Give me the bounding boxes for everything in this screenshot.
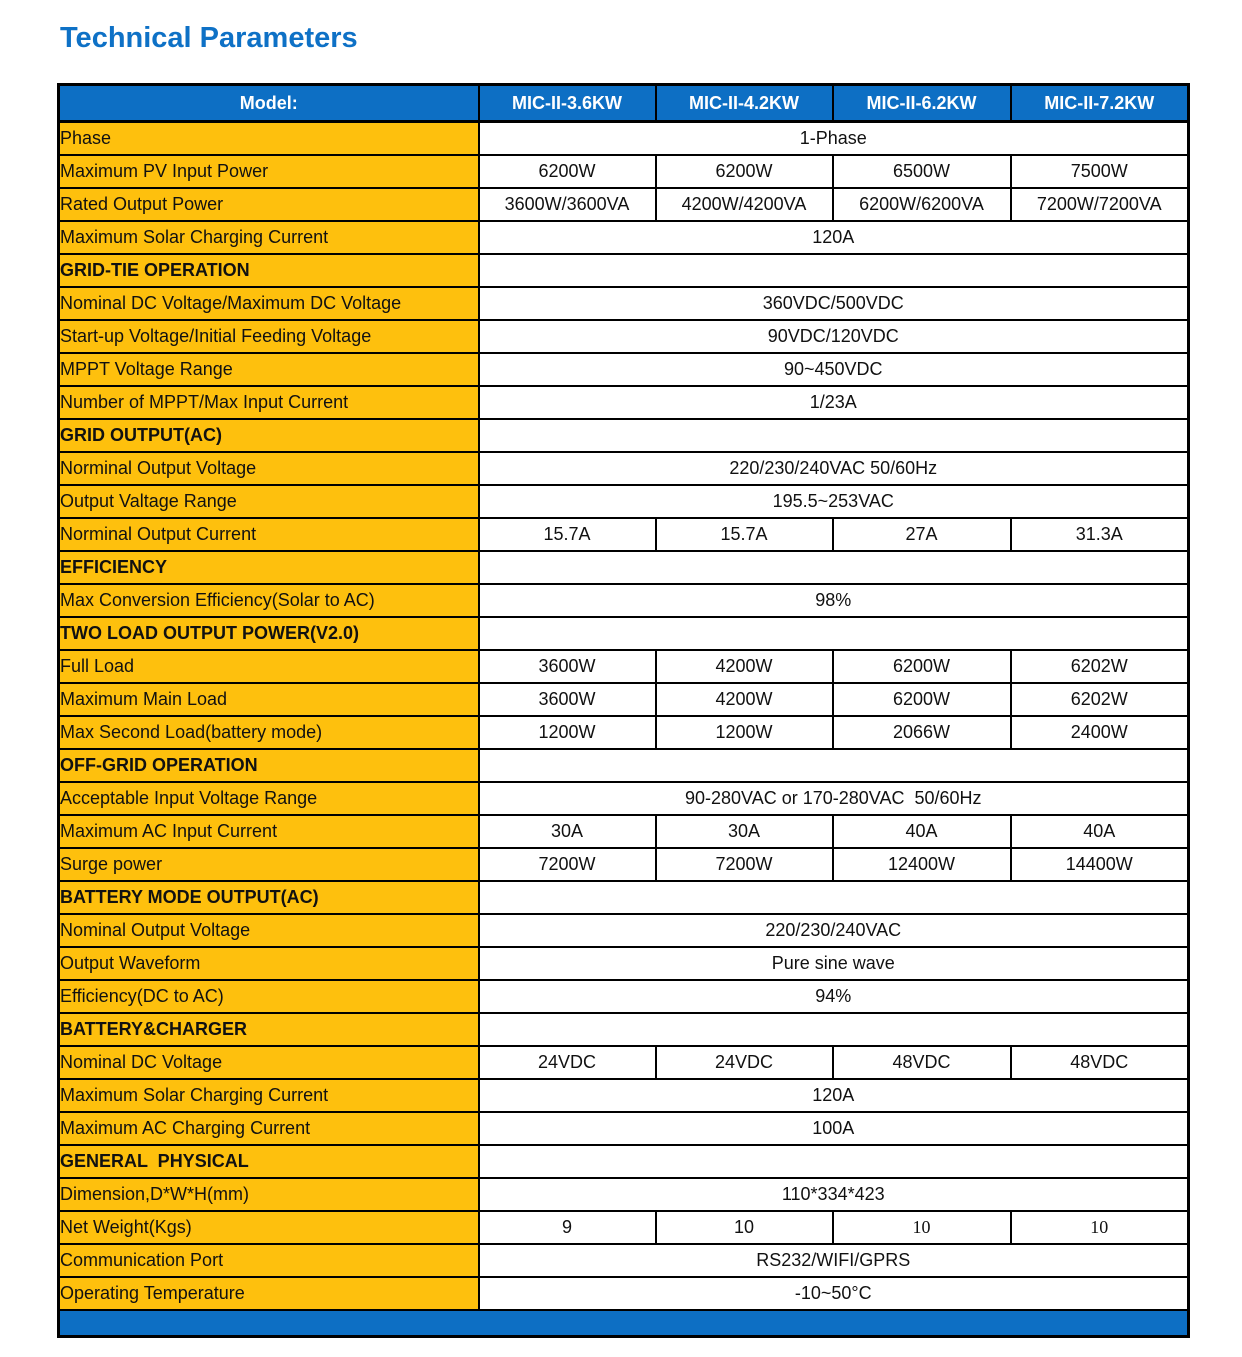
param-value: 98% <box>479 584 1189 617</box>
param-label: Acceptable Input Voltage Range <box>59 782 479 815</box>
param-value: 94% <box>479 980 1189 1013</box>
param-row-rated-output-power <box>59 188 1189 221</box>
header-row <box>59 85 1189 122</box>
param-label: Communication Port <box>59 1244 479 1277</box>
param-value: 24VDC <box>479 1046 656 1079</box>
section-row-battery-charger <box>59 1013 1189 1046</box>
section-label: GRID OUTPUT(AC) <box>59 419 479 452</box>
param-value: 6200W/6200VA <box>833 188 1011 221</box>
page-title: Technical Parameters <box>60 22 358 54</box>
param-row-startup-voltage <box>59 320 1189 353</box>
section-row-efficiency <box>59 551 1189 584</box>
param-value: 6200W <box>833 650 1011 683</box>
param-label: Net Weight(Kgs) <box>59 1211 479 1244</box>
param-row-max-solar-charging-current-2 <box>59 1079 1189 1112</box>
section-row-grid-tie-operation <box>59 254 1189 287</box>
param-row-mppt-voltage-range <box>59 353 1189 386</box>
param-label: Maximum PV Input Power <box>59 155 479 188</box>
param-row-maximum-main-load <box>59 683 1189 716</box>
param-value: 110*334*423 <box>479 1178 1189 1211</box>
column-header-model-1: MIC-II-3.6KW <box>479 85 656 122</box>
param-value: 2400W <box>1011 716 1189 749</box>
param-value: 40A <box>1011 815 1189 848</box>
section-label: BATTERY MODE OUTPUT(AC) <box>59 881 479 914</box>
column-header-model-3: MIC-II-6.2KW <box>833 85 1011 122</box>
param-row-acceptable-input-voltage-range <box>59 782 1189 815</box>
footer-bar-fill <box>59 1310 1189 1337</box>
param-value: 90~450VDC <box>479 353 1189 386</box>
param-row-efficiency-dc-to-ac <box>59 980 1189 1013</box>
section-empty-cell <box>479 419 1189 452</box>
param-value: 4200W/4200VA <box>656 188 833 221</box>
param-label: Norminal Output Voltage <box>59 452 479 485</box>
param-label: Rated Output Power <box>59 188 479 221</box>
column-header-model-2: MIC-II-4.2KW <box>656 85 833 122</box>
param-value: 4200W <box>656 683 833 716</box>
param-label: Nominal Output Voltage <box>59 914 479 947</box>
param-row-max-pv-input-power <box>59 155 1189 188</box>
param-value: 3600W <box>479 683 656 716</box>
section-empty-cell <box>479 254 1189 287</box>
footer-bar <box>59 1310 1189 1337</box>
section-empty-cell <box>479 551 1189 584</box>
param-row-dimension <box>59 1178 1189 1211</box>
param-label: Max Conversion Efficiency(Solar to AC) <box>59 584 479 617</box>
param-value: 1-Phase <box>479 122 1189 156</box>
param-value: 6200W <box>656 155 833 188</box>
param-value: 6200W <box>833 683 1011 716</box>
section-label: EFFICIENCY <box>59 551 479 584</box>
section-empty-cell <box>479 617 1189 650</box>
param-label: Nominal DC Voltage/Maximum DC Voltage <box>59 287 479 320</box>
param-value: 30A <box>656 815 833 848</box>
param-label: Maximum Solar Charging Current <box>59 221 479 254</box>
param-value: 7500W <box>1011 155 1189 188</box>
param-row-nominal-output-voltage <box>59 914 1189 947</box>
section-row-two-load-output-power <box>59 617 1189 650</box>
param-label: Nominal DC Voltage <box>59 1046 479 1079</box>
param-value: 120A <box>479 221 1189 254</box>
param-row-net-weight <box>59 1211 1189 1244</box>
param-value: 90-280VAC or 170-280VAC 50/60Hz <box>479 782 1189 815</box>
param-value: 7200W/7200VA <box>1011 188 1189 221</box>
param-value: Pure sine wave <box>479 947 1189 980</box>
param-value: 6202W <box>1011 683 1189 716</box>
param-row-max-second-load <box>59 716 1189 749</box>
param-row-nominal-dc-voltage-max <box>59 287 1189 320</box>
param-label: Maximum AC Charging Current <box>59 1112 479 1145</box>
param-row-max-ac-charging-current <box>59 1112 1189 1145</box>
param-value: 3600W <box>479 650 656 683</box>
param-value: 24VDC <box>656 1046 833 1079</box>
column-header-model-4: MIC-II-7.2KW <box>1011 85 1189 122</box>
param-value: 12400W <box>833 848 1011 881</box>
param-value: 30A <box>479 815 656 848</box>
param-value: 27A <box>833 518 1011 551</box>
param-label: Output Valtage Range <box>59 485 479 518</box>
param-value: 360VDC/500VDC <box>479 287 1189 320</box>
param-row-maximum-ac-input-current <box>59 815 1189 848</box>
param-label: Output Waveform <box>59 947 479 980</box>
param-row-full-load <box>59 650 1189 683</box>
param-row-max-conversion-efficiency <box>59 584 1189 617</box>
section-row-grid-output-ac <box>59 419 1189 452</box>
param-value: 195.5~253VAC <box>479 485 1189 518</box>
param-row-communication-port <box>59 1244 1189 1277</box>
param-label: MPPT Voltage Range <box>59 353 479 386</box>
param-label: Phase <box>59 122 479 156</box>
param-value: 10 <box>656 1211 833 1244</box>
param-value: 48VDC <box>833 1046 1011 1079</box>
param-row-number-of-mppt <box>59 386 1189 419</box>
param-value: 2066W <box>833 716 1011 749</box>
section-empty-cell <box>479 881 1189 914</box>
param-value: 10 <box>833 1211 1011 1244</box>
param-label: Max Second Load(battery mode) <box>59 716 479 749</box>
section-empty-cell <box>479 1013 1189 1046</box>
param-label: Maximum Solar Charging Current <box>59 1079 479 1112</box>
section-row-general-physical <box>59 1145 1189 1178</box>
param-value: 15.7A <box>656 518 833 551</box>
param-row-output-waveform <box>59 947 1189 980</box>
param-value: 4200W <box>656 650 833 683</box>
section-row-battery-mode-output-ac <box>59 881 1189 914</box>
param-value: 120A <box>479 1079 1189 1112</box>
param-value: 3600W/3600VA <box>479 188 656 221</box>
model-header: Model: <box>59 85 479 122</box>
param-value: 220/230/240VAC 50/60Hz <box>479 452 1189 485</box>
param-value: 90VDC/120VDC <box>479 320 1189 353</box>
param-value: 6202W <box>1011 650 1189 683</box>
param-row-operating-temperature <box>59 1277 1189 1310</box>
param-value: 1200W <box>479 716 656 749</box>
technical-parameters-table <box>57 83 1190 1338</box>
section-label: TWO LOAD OUTPUT POWER(V2.0) <box>59 617 479 650</box>
param-label: Dimension,D*W*H(mm) <box>59 1178 479 1211</box>
param-value: 9 <box>479 1211 656 1244</box>
param-value: 6200W <box>479 155 656 188</box>
param-label: Maximum Main Load <box>59 683 479 716</box>
param-value: 31.3A <box>1011 518 1189 551</box>
param-value: 15.7A <box>479 518 656 551</box>
section-empty-cell <box>479 749 1189 782</box>
param-value: 100A <box>479 1112 1189 1145</box>
param-value: 14400W <box>1011 848 1189 881</box>
param-value: 40A <box>833 815 1011 848</box>
param-value: 48VDC <box>1011 1046 1189 1079</box>
param-row-norminal-output-voltage <box>59 452 1189 485</box>
param-label: Number of MPPT/Max Input Current <box>59 386 479 419</box>
param-label: Efficiency(DC to AC) <box>59 980 479 1013</box>
param-value: 220/230/240VAC <box>479 914 1189 947</box>
param-label: Maximum AC Input Current <box>59 815 479 848</box>
param-value: 6500W <box>833 155 1011 188</box>
section-row-off-grid-operation <box>59 749 1189 782</box>
param-value: 1/23A <box>479 386 1189 419</box>
param-row-norminal-output-current <box>59 518 1189 551</box>
param-label: Surge power <box>59 848 479 881</box>
param-value: RS232/WIFI/GPRS <box>479 1244 1189 1277</box>
param-row-output-valtage-range <box>59 485 1189 518</box>
param-row-nominal-dc-voltage <box>59 1046 1189 1079</box>
param-value: 1200W <box>656 716 833 749</box>
param-value: -10~50°C <box>479 1277 1189 1310</box>
param-value: 7200W <box>479 848 656 881</box>
section-label: OFF-GRID OPERATION <box>59 749 479 782</box>
param-row-phase <box>59 122 1189 156</box>
section-label: GENERAL PHYSICAL <box>59 1145 479 1178</box>
section-label: BATTERY&CHARGER <box>59 1013 479 1046</box>
param-label: Operating Temperature <box>59 1277 479 1310</box>
param-value: 7200W <box>656 848 833 881</box>
param-label: Start-up Voltage/Initial Feeding Voltage <box>59 320 479 353</box>
param-row-max-solar-charging-current <box>59 221 1189 254</box>
section-label: GRID-TIE OPERATION <box>59 254 479 287</box>
section-empty-cell <box>479 1145 1189 1178</box>
param-row-surge-power <box>59 848 1189 881</box>
param-label: Full Load <box>59 650 479 683</box>
param-label: Norminal Output Current <box>59 518 479 551</box>
param-value: 10 <box>1011 1211 1189 1244</box>
